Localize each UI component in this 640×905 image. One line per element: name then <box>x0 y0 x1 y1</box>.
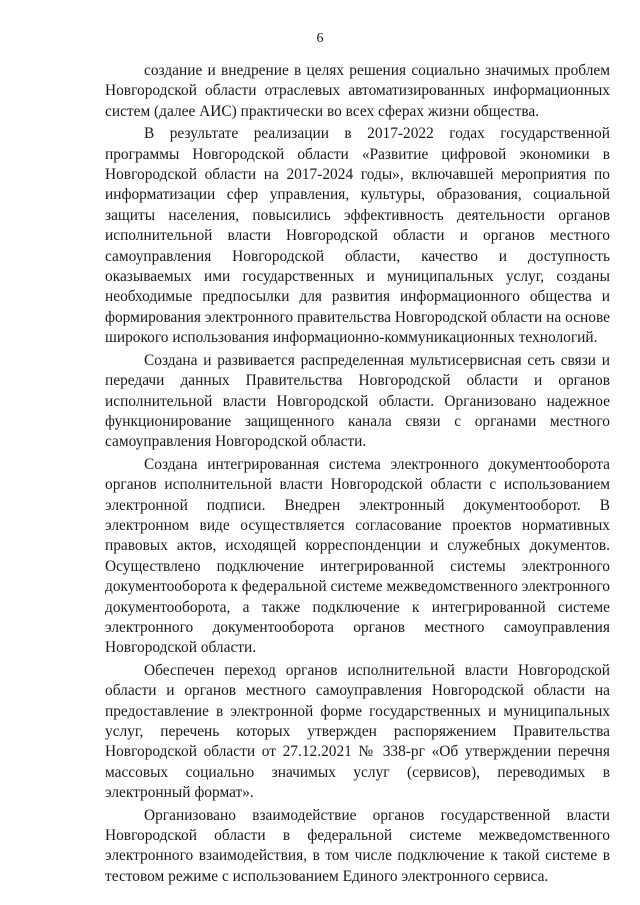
paragraph-document-flow: Создана интегрированная система электронного документооборота органов исполнительной власти Новгородской области с использованием электронной подписи. Внедрен электронный документооборот. В электронном виде осуществляется согласование проектов нормативных правовых актов, исходящей корреспонденции и служебных документов. Осуществлено подключение интегрированной системы электронного документооборота к федеральной системе межведомственного электронного документооборота, а также подключение к интегрированной системе электронного документооборота органов местного самоуправления Новгородской области. <box>105 455 610 657</box>
page-number: 6 <box>316 31 324 46</box>
paragraph-interaction: Организовано взаимодействие органов государственной власти Новгородской области в федеральной системе межведомственного электронного взаимодействия, в том числе подключение к такой системе в тестовом режиме с использованием Единого электронного сервиса. <box>105 806 610 885</box>
paragraph-network: Создана и развивается распределенная мультисервисная сеть связи и передачи данных Правительства Новгородской области и органов исполнительной власти Новгородской области. Организовано надежное функционирование защищенного канала связи с органами местного самоуправления Новгородской области. <box>105 351 610 451</box>
paragraph-continuation: создание и внедрение в целях решения социально значимых проблем Новгородской области отраслевых автоматизированных информационных систем (далее АИС) практически во всех сферах жизни общества. <box>105 62 610 120</box>
document-body <box>105 61 610 889</box>
paragraph-program-results: В результате реализации в 2017-2022 годах государственной программы Новгородской области «Развитие цифровой экономики в Новгородской области на 2017-2024 годы», включавшей мероприятия по информатизации сфер управления, культуры, образования, социальной защиты населения, повысились эффективность деятельности органов исполнительной власти Новгородской области и органов местного самоуправления Новгородской области, качество и доступность оказываемых ими государственных и муниципальных услуг, созданы необходимые предпосылки для развития информационного общества и формирования электронного правительства Новгородской области на основе широкого использования информационно-коммуникационных технологий. <box>105 125 610 347</box>
paragraph-electronic-services: Обеспечен переход органов исполнительной власти Новгородской области и органов местного самоуправления Новгородской области на предоставление в электронной форме государственных и муниципальных услуг, перечень которых утвержден распоряжением Правительства Новгородской области от 27.12.2021 № 338-рг «Об утверждении перечня массовых социально значимых услуг (сервисов), переводимых в электронный формат». <box>105 661 610 802</box>
